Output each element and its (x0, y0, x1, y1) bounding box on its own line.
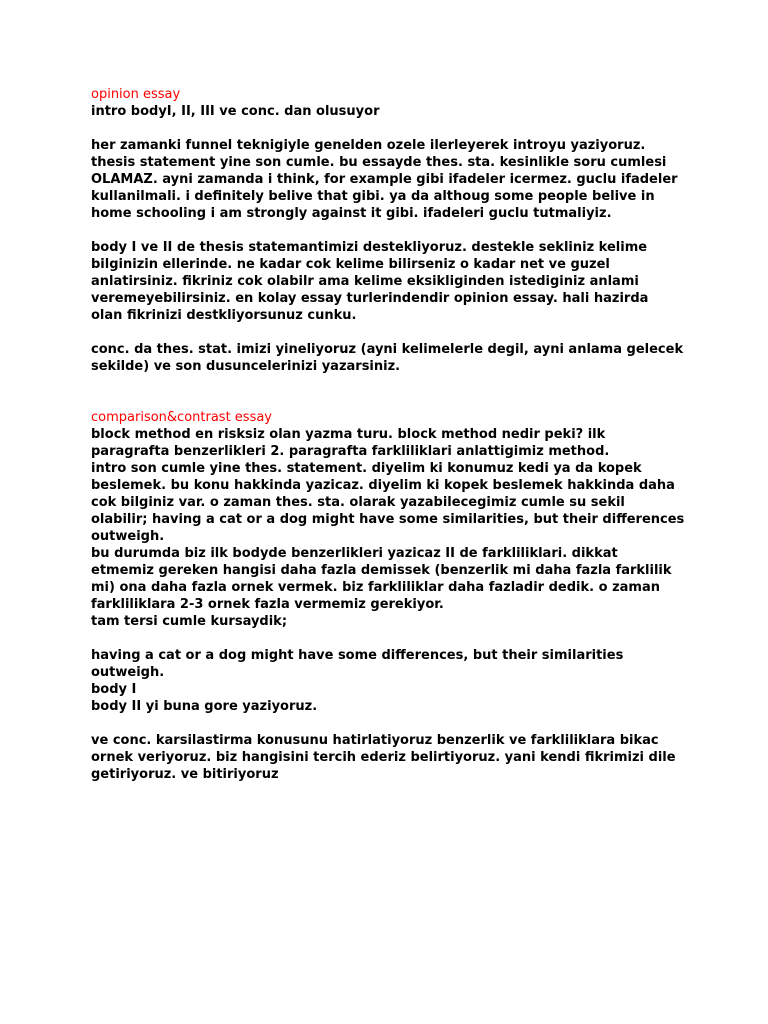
text-line: thesis statement yine son cumle. bu essayde thes. sta. kesinlikle soru cumlesi (91, 155, 667, 170)
text-line: outweigh. (91, 665, 165, 680)
text-line: her zamanki funnel teknigiyle genelden ozele ilerleyerek introyu yaziyoruz. (91, 138, 646, 153)
comparison-conclusion-paragraph (91, 732, 691, 783)
text-line: bilginizin ellerinde. ne kadar cok kelime bilirseniz o kadar net ve guzel (91, 257, 610, 272)
text-line: outweigh. (91, 529, 165, 544)
text-line: body I (91, 682, 137, 697)
text-line: anlatirsiniz. fikriniz cok olabilr ama kelime eksikliginden istediginiz anlami (91, 274, 639, 289)
opinion-essay-heading: opinion essay (91, 87, 181, 102)
text-line: paragrafta benzerlikleri 2. paragrafta farkliliklari anlattigimiz method. (91, 444, 610, 459)
text-line: veremeyebilirsiniz. en kolay essay turlerindendir opinion essay. hali hazirda (91, 291, 649, 306)
text-line: cok bilginiz var. o zaman thes. sta. olarak yazabilecegimiz cumle su sekil (91, 495, 625, 510)
text-line: olan fikrinizi destkliyorsunuz cunku. (91, 308, 357, 323)
text-line: olabilir; having a cat or a dog might have some similarities, but their differences (91, 512, 685, 527)
comparison-reverse-thesis-paragraph (91, 647, 691, 715)
opinion-intro-paragraph (91, 103, 691, 120)
opinion-introduction-paragraph (91, 137, 691, 222)
text-line: home schooling i am strongly against it gibi. ifadeleri guclu tutmaliyiz. (91, 206, 612, 221)
opinion-conclusion-paragraph (91, 341, 691, 375)
text-line: OLAMAZ. ayni zamanda i think, for example gibi ifadeler icermez. guclu ifadeler (91, 172, 678, 187)
text-line: ve conc. karsilastirma konusunu hatirlatiyoruz benzerlik ve farkliliklara bikac (91, 733, 659, 748)
text-line: ornek veriyoruz. biz hangisini tercih ederiz belirtiyoruz. yani kendi fikrimizi dile (91, 750, 676, 765)
opinion-essay-section (91, 86, 691, 375)
document-page (91, 86, 691, 783)
comparison-essay-section (91, 409, 691, 783)
text-line: body I ve II de thesis statemantimizi destekliyoruz. destekle sekliniz kelime (91, 240, 648, 255)
text-line: block method en risksiz olan yazma turu. block method nedir peki? ilk (91, 427, 606, 442)
text-line: beslemek. bu konu hakkinda yazicaz. diyelim ki kopek beslemek hakkinda daha (91, 478, 675, 493)
text-line: bu durumda biz ilk bodyde benzerlikleri yazicaz II de farkliliklari. dikkat (91, 546, 618, 561)
text-line: conc. da thes. stat. imizi yineliyoruz (ayni kelimelerle degil, ayni anlama gelecek (91, 342, 684, 357)
comparison-essay-heading: comparison&contrast essay (91, 410, 272, 425)
opinion-body-paragraph (91, 239, 691, 324)
text-line: intro son cumle yine thes. statement. diyelim ki konumuz kedi ya da kopek (91, 461, 642, 476)
text-line: body II yi buna gore yaziyoruz. (91, 699, 318, 714)
comparison-block-method-paragraph (91, 426, 691, 630)
text-line: farkliliklara 2-3 ornek fazla vermemiz gerekiyor. (91, 597, 444, 612)
text-line: intro bodyI, II, III ve conc. dan olusuyor (91, 104, 380, 119)
text-line: having a cat or a dog might have some differences, but their similarities (91, 648, 624, 663)
text-line: etmemiz gereken hangisi daha fazla demissek (benzerlik mi daha fazla farklilik (91, 563, 672, 578)
text-line: kullanilmali. i definitely belive that gibi. ya da althoug some people belive in (91, 189, 655, 204)
text-line: tam tersi cumle kursaydik; (91, 614, 288, 629)
text-line: mi) ona daha fazla ornek vermek. biz farkliliklar daha fazladir dedik. o zaman (91, 580, 660, 595)
text-line: getiriyoruz. ve bitiriyoruz (91, 767, 279, 782)
text-line: sekilde) ve son dusuncelerinizi yazarsiniz. (91, 359, 401, 374)
